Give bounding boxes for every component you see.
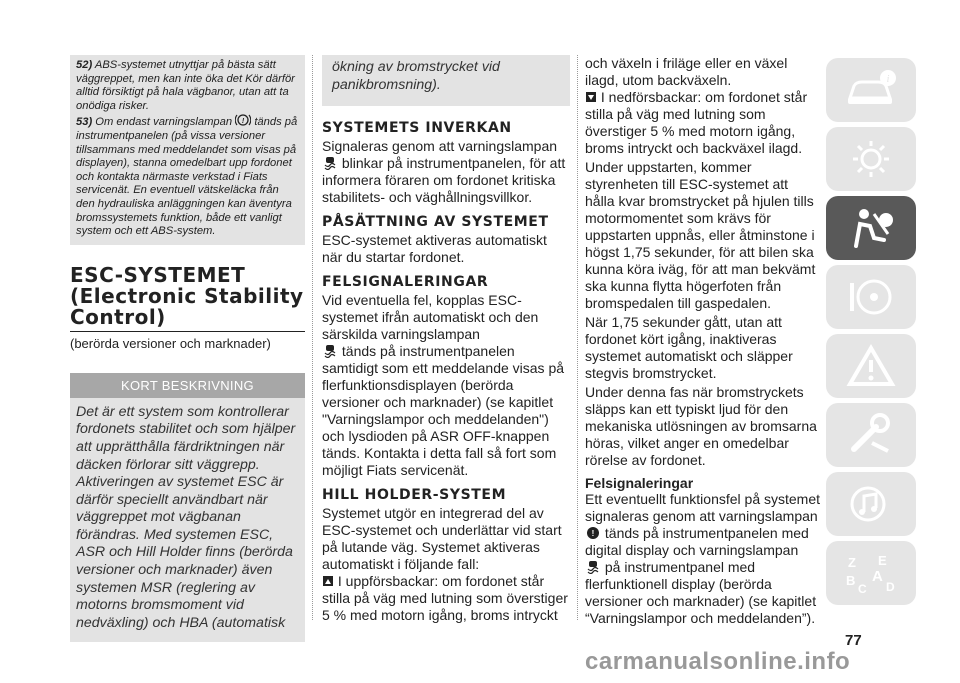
heading-hill-holder: HILL HOLDER-SYSTEM: [322, 487, 507, 504]
column-middle: [322, 55, 570, 624]
seat-airbag-icon: [844, 206, 898, 250]
paragraph-felsignal: [322, 292, 570, 479]
title-line-2: (Electronic Stability: [70, 283, 304, 308]
tab-emergency[interactable]: [826, 334, 916, 398]
brake-warning-icon: [235, 113, 251, 127]
settings-audio-icon: [844, 482, 898, 526]
title-line-1: ESC-SYSTEMET: [70, 262, 246, 287]
dashboard-lights-icon: [844, 137, 898, 181]
esc-skid-icon: [585, 560, 601, 574]
felsignal-text-a: Vid eventuella fel, kopplas ESC-systemet ifrån automatiskt och den särskilda varningslampan: [322, 292, 539, 343]
svg-text:Z: Z: [848, 555, 856, 570]
svg-text:!: !: [242, 118, 245, 126]
index-letters-icon: [844, 551, 898, 595]
esc-skid-icon: [322, 344, 338, 358]
car-info-icon: [844, 68, 898, 112]
inverkan-text-a: Signaleras genom att varningslampan: [322, 138, 558, 155]
tab-start-drive[interactable]: [826, 265, 916, 329]
tab-index[interactable]: [826, 541, 916, 605]
chapter-tabs: [826, 58, 918, 610]
paragraph-6-text-b: tänds på instrumentpanelen med digital display och varningslampan: [585, 525, 809, 558]
esc-skid-icon: [322, 156, 338, 170]
svg-text:D: D: [886, 580, 895, 594]
paragraph-6-text-c: på instrumentpanel med flerfunktionell display (berörda versioner och marknader) (se kapitlet “Varningslampor och meddelanden”).: [585, 559, 817, 626]
key-start-icon: [844, 275, 898, 319]
title-line-3: Control): [70, 304, 166, 329]
heading-felsignaleringar: Felsignaleringar: [585, 475, 694, 491]
title-subtitle: (berörda versioner och marknader): [70, 335, 271, 351]
heading-pasattning: PÅSÄTTNING AV SYSTEMET: [322, 214, 549, 231]
paragraph-6-text-a: Ett eventuellt funktionsfel på systemet signaleras genom att varningslampan: [585, 491, 821, 524]
hill-list-item: [322, 573, 570, 624]
heading-inverkan: SYSTEMETS INVERKAN: [322, 120, 512, 137]
watermark: carmanualsonline.info: [585, 648, 851, 675]
paragraph-2-text: I nedförsbackar: om fordonet står stilla på väg med lutning som överstiger 5 % med motorn igång, broms intryckt och backväxel ilagd.: [585, 89, 808, 156]
description-continued: ökning av bromstrycket vid panikbromsning).: [322, 55, 570, 106]
paragraph-hill-holder: Systemet utgör en integrerad del av ESC-systemet och underlättar vid start på lutande väg. Systemet aktiveras automatiskt i följande fall:: [322, 505, 562, 573]
inverkan-text-b: blinkar på instrumentpanelen, för att informera föraren om fordonet kritiska stabilitets- och väghållningsvillkor.: [322, 155, 566, 206]
tab-multimedia[interactable]: [826, 472, 916, 536]
page-number: 77: [845, 632, 862, 649]
bullet-icon: [585, 90, 597, 104]
note-53-text-a: Om endast varningslampan: [95, 116, 233, 129]
paragraph-6: [585, 491, 820, 627]
section-bar: KORT BESKRIVNING: [70, 373, 305, 398]
svg-text:!: !: [591, 529, 595, 538]
paragraph-pasattning: ESC-systemet aktiveras automatiskt när du startar fordonet.: [322, 232, 547, 266]
column-separator: [312, 55, 314, 620]
paragraph-inverkan: [322, 138, 570, 206]
paragraph-3: Under uppstarten, kommer styrenheten till ESC-systemet att hålla kvar bromstrycket på hjulen tills motormomentet som krävs för uppstarten uppnås, eller åtminstone i högst 1,75 sekunder, för att bilen ska kunna köra iväg, för att man bekvämt ska kunna flytta högerfoten från bromspedalen till gaspedalen.: [585, 159, 816, 311]
description-box: Det är ett system som kontrollerar fordonets stabilitet och som hjälper att upprätthålla färdriktningen när däcken förlorar sitt väggrepp. Aktiveringen av systemet ESC är därför speciellt användbart när väggreppet mot vägbanan förändras. Med systemen ESC, ASR och Hill Holder finns (berörda versioner och marknader) även systemen MSR (reglering av motorns bromsmoment vid nedväxling) och HBA (automatisk: [70, 398, 305, 643]
svg-text:B: B: [846, 573, 856, 588]
svg-text:i: i: [886, 74, 890, 85]
paragraph-1: och växeln i friläge eller en växel ilagd, utom backväxeln.: [585, 55, 788, 88]
tab-dashboard[interactable]: [826, 127, 916, 191]
note-53-number: 53): [76, 116, 93, 129]
service-wrench-icon: [844, 413, 898, 457]
tab-maintenance[interactable]: [826, 403, 916, 467]
hill-holder-warning-icon: [585, 526, 601, 540]
bullet-icon: [322, 574, 334, 588]
svg-text:E: E: [878, 553, 887, 568]
note-52-number: 52): [76, 59, 93, 71]
tab-car-info[interactable]: [826, 58, 916, 122]
note-53-text-b: tänds på instrumentpanelen (på vissa versioner tillsammans med meddelandet som visas på displayen), stanna omedelbart upp fordonet och kontakta närmaste verkstad i Fiats servicenät. En eventuell vätskeläcka från den hydrauliska anläggningen kan äventyra bromssystemets funktion, både ett vanligt system och ett ABS-system.: [76, 116, 298, 238]
paragraph-2: [585, 89, 820, 157]
column-separator: [577, 55, 579, 620]
column-left: [70, 55, 305, 642]
heading-felsignal: FELSIGNALERINGAR: [322, 274, 489, 291]
tab-safety[interactable]: [826, 196, 916, 260]
paragraph-4: När 1,75 sekunder gått, utan att fordonet kört igång, inaktiveras systemet automatiskt och släpper stegvis bromstrycket.: [585, 314, 793, 381]
felsignal-text-b: tänds på instrumentpanelen samtidigt som ett meddelande visas på flerfunktionsdisplayen (berörda versioner och marknader) (se kapitlet "Varningslampor och meddelanden") och lysdioden på ASR OFF-knappen tänds. Kontakta i detta fall så fort som möjligt Fiats servicenät.: [322, 343, 565, 479]
title-divider: [70, 331, 305, 332]
page-title: [70, 262, 305, 329]
footnote-box: [70, 55, 305, 245]
column-right: [585, 55, 820, 627]
warning-triangle-icon: [844, 344, 898, 388]
hill-item-text: I uppförsbackar: om fordonet står stilla på väg med lutning som överstiger 5 % med motorn igång, broms intryckt: [322, 573, 568, 624]
paragraph-5: Under denna fas när bromstryckets släpps kan ett typiskt ljud för den mekaniska utlösningen av bromsarna höras, vilket anger en omedelbar rörelse av fordonet.: [585, 384, 817, 468]
svg-text:A: A: [872, 568, 883, 585]
svg-text:C: C: [858, 582, 867, 595]
note-52-text: ABS-systemet utnyttjar på bästa sätt väggreppet, men kan inte öka det Kör därför alltid försiktigt på hala vägbanor, utan att ta onödiga risker.: [76, 59, 295, 112]
